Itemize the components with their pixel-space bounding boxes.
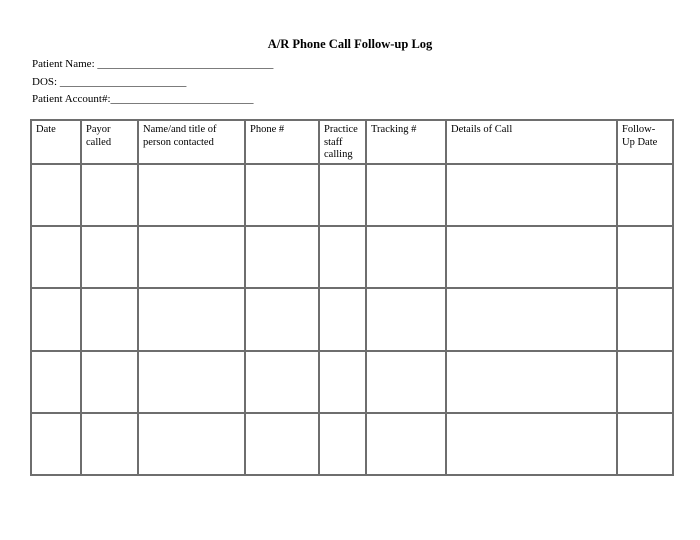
table-cell[interactable] [446,164,617,226]
table-cell[interactable] [245,164,319,226]
table-cell[interactable] [366,351,446,413]
page-title: A/R Phone Call Follow-up Log [267,37,433,51]
table-cell[interactable] [138,164,245,226]
patient-account-blank[interactable]: __________________________ [110,93,254,105]
table-cell[interactable] [138,413,245,475]
table-cell[interactable] [81,288,138,350]
column-header-person-contacted: Name/and title of person contacted [138,120,245,164]
table-cell[interactable] [81,226,138,288]
patient-account-label: Patient Account#: [32,93,111,105]
table-cell[interactable] [138,288,245,350]
table-cell[interactable] [617,288,673,350]
table-cell[interactable] [31,288,81,350]
table-cell[interactable] [245,351,319,413]
table-cell[interactable] [617,413,673,475]
call-log-table [30,119,674,476]
table-cell[interactable] [81,351,138,413]
column-header-details: Details of Call [446,120,617,164]
table-cell[interactable] [31,413,81,475]
table-cell[interactable] [319,351,366,413]
patient-name-blank[interactable]: ________________________________ [97,58,274,70]
table-cell[interactable] [366,288,446,350]
table-cell[interactable] [446,226,617,288]
table-cell[interactable] [366,164,446,226]
table-row [31,413,673,475]
column-header-tracking: Tracking # [366,120,446,164]
table-cell[interactable] [31,164,81,226]
table-cell[interactable] [446,288,617,350]
table-body [31,164,673,475]
table-cell[interactable] [617,226,673,288]
table-cell[interactable] [446,413,617,475]
table-row [31,351,673,413]
dos-blank[interactable]: _______________________ [59,76,187,88]
table-cell[interactable] [366,226,446,288]
column-header-payor-called: Payor called [81,120,138,164]
table-cell[interactable] [319,413,366,475]
column-header-practice-staff: Practice staff calling [319,120,366,164]
table-cell[interactable] [245,288,319,350]
table-header-row [31,120,673,164]
table-cell[interactable] [319,164,366,226]
table-cell[interactable] [319,226,366,288]
column-header-phone: Phone # [245,120,319,164]
table-cell[interactable] [446,351,617,413]
table-cell[interactable] [138,226,245,288]
table-cell[interactable] [31,351,81,413]
dos-field[interactable] [32,76,186,88]
patient-name-label: Patient Name: [32,58,95,70]
table-cell[interactable] [81,413,138,475]
table-row [31,226,673,288]
table-row [31,288,673,350]
dos-label: DOS: [32,76,58,88]
table-cell[interactable] [319,288,366,350]
patient-name-field[interactable] [32,58,273,70]
table-cell[interactable] [31,226,81,288]
table-row [31,164,673,226]
column-header-date: Date [31,120,81,164]
table-cell[interactable] [245,413,319,475]
patient-account-field[interactable] [32,93,254,105]
table-cell[interactable] [81,164,138,226]
table-cell[interactable] [138,351,245,413]
table-cell[interactable] [617,164,673,226]
table-cell[interactable] [366,413,446,475]
table-cell[interactable] [617,351,673,413]
table-cell[interactable] [245,226,319,288]
column-header-follow-up-date: Follow- Up Date [617,120,673,164]
